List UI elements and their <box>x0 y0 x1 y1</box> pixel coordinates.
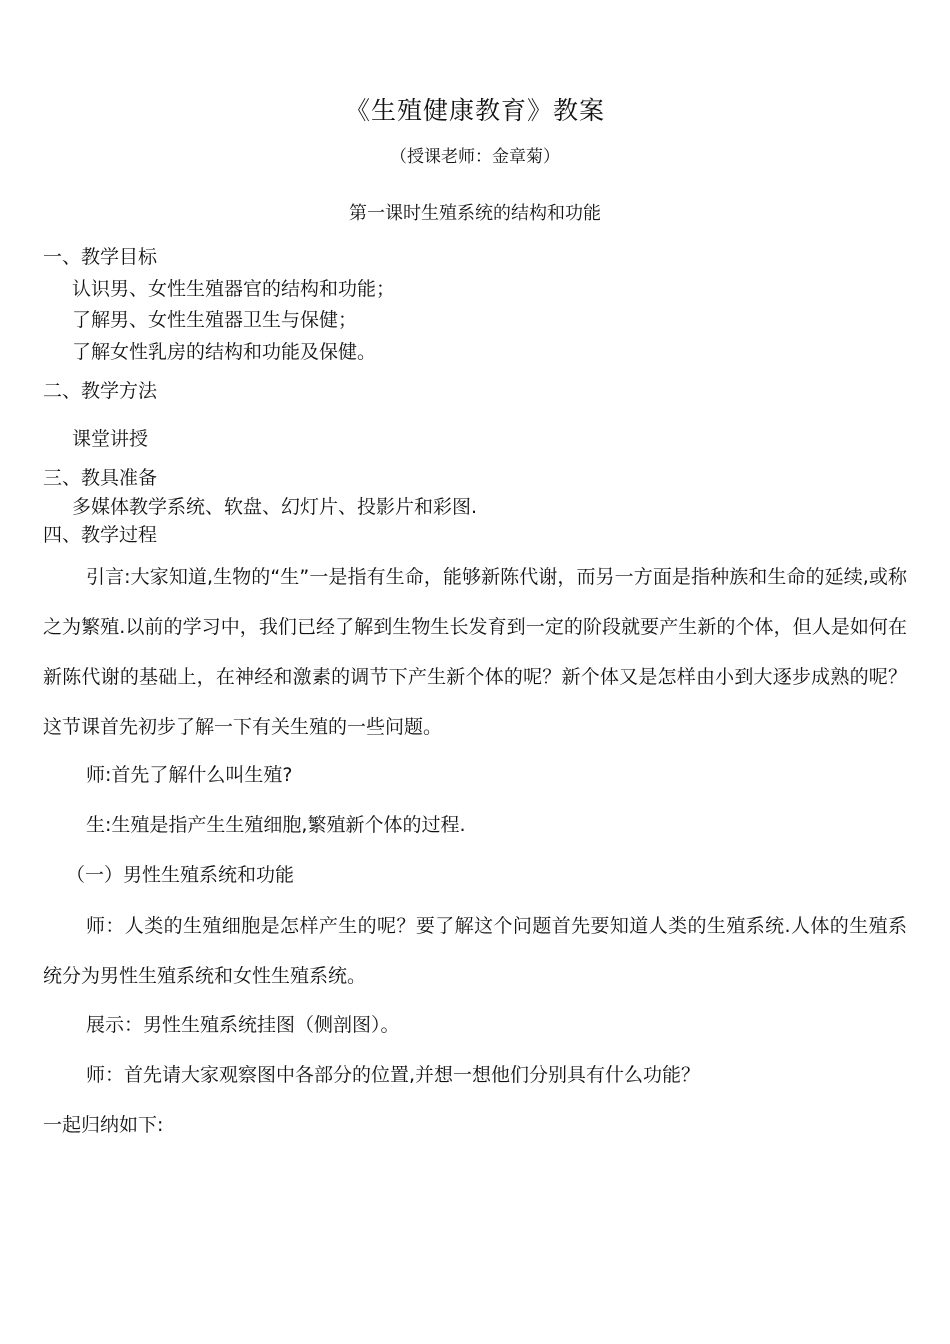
objective-item: 认识男、女性生殖器官的结构和功能； <box>72 278 396 300</box>
materials-content: 多媒体教学系统、软盘、幻灯片、投影片和彩图. <box>72 496 478 518</box>
section-heading-process: 四、教学过程 <box>43 524 158 546</box>
teacher-question: 师：首先请大家观察图中各部分的位置,并想一想他们分别具有什么功能？ <box>86 1064 701 1086</box>
document-title: 《生殖健康教育》教案 <box>344 96 605 125</box>
student-answer: 生:生殖是指产生生殖细胞,繁殖新个体的过程. <box>86 814 466 836</box>
document-subtitle: （授课老师：金章菊） <box>390 147 560 167</box>
lesson-title: 第一课时生殖系统的结构和功能 <box>349 203 601 224</box>
objective-item: 了解男、女性生殖器卫生与保健； <box>72 309 358 331</box>
display-line: 展示：男性生殖系统挂图（侧剖图）。 <box>86 1014 400 1036</box>
subsection-heading: （一）男性生殖系统和功能 <box>66 864 295 886</box>
section-heading-objectives: 一、教学目标 <box>43 246 158 268</box>
teacher-paragraph: 师：人类的生殖细胞是怎样产生的呢？要了解这个问题首先要知道人类的生殖系统.人体的生殖系统分为男性生殖系统和女性生殖系统。 <box>43 915 907 987</box>
section-heading-methods: 二、教学方法 <box>43 380 158 402</box>
methods-content: 课堂讲授 <box>72 428 149 450</box>
teacher-question: 师:首先了解什么叫生殖? <box>86 764 293 786</box>
intro-paragraph: 引言:大家知道,生物的“生”一是指有生命，能够新陈代谢，而另一方面是指种族和生命的延续,或称之为繁殖.以前的学习中，我们已经了解到生物生长发育到一定的阶段就要产生新的个体，但人是如何在新陈代谢的基础上，在神经和激素的调节下产生新个体的呢？新个体又是怎样由小到大逐步成熟的呢？这节课首先初步了解一下有关生殖的一些问题。 <box>43 566 907 738</box>
summary-line: 一起归纳如下: <box>43 1114 164 1136</box>
section-heading-materials: 三、教具准备 <box>43 467 158 489</box>
objective-item: 了解女性乳房的结构和功能及保健。 <box>72 341 377 363</box>
